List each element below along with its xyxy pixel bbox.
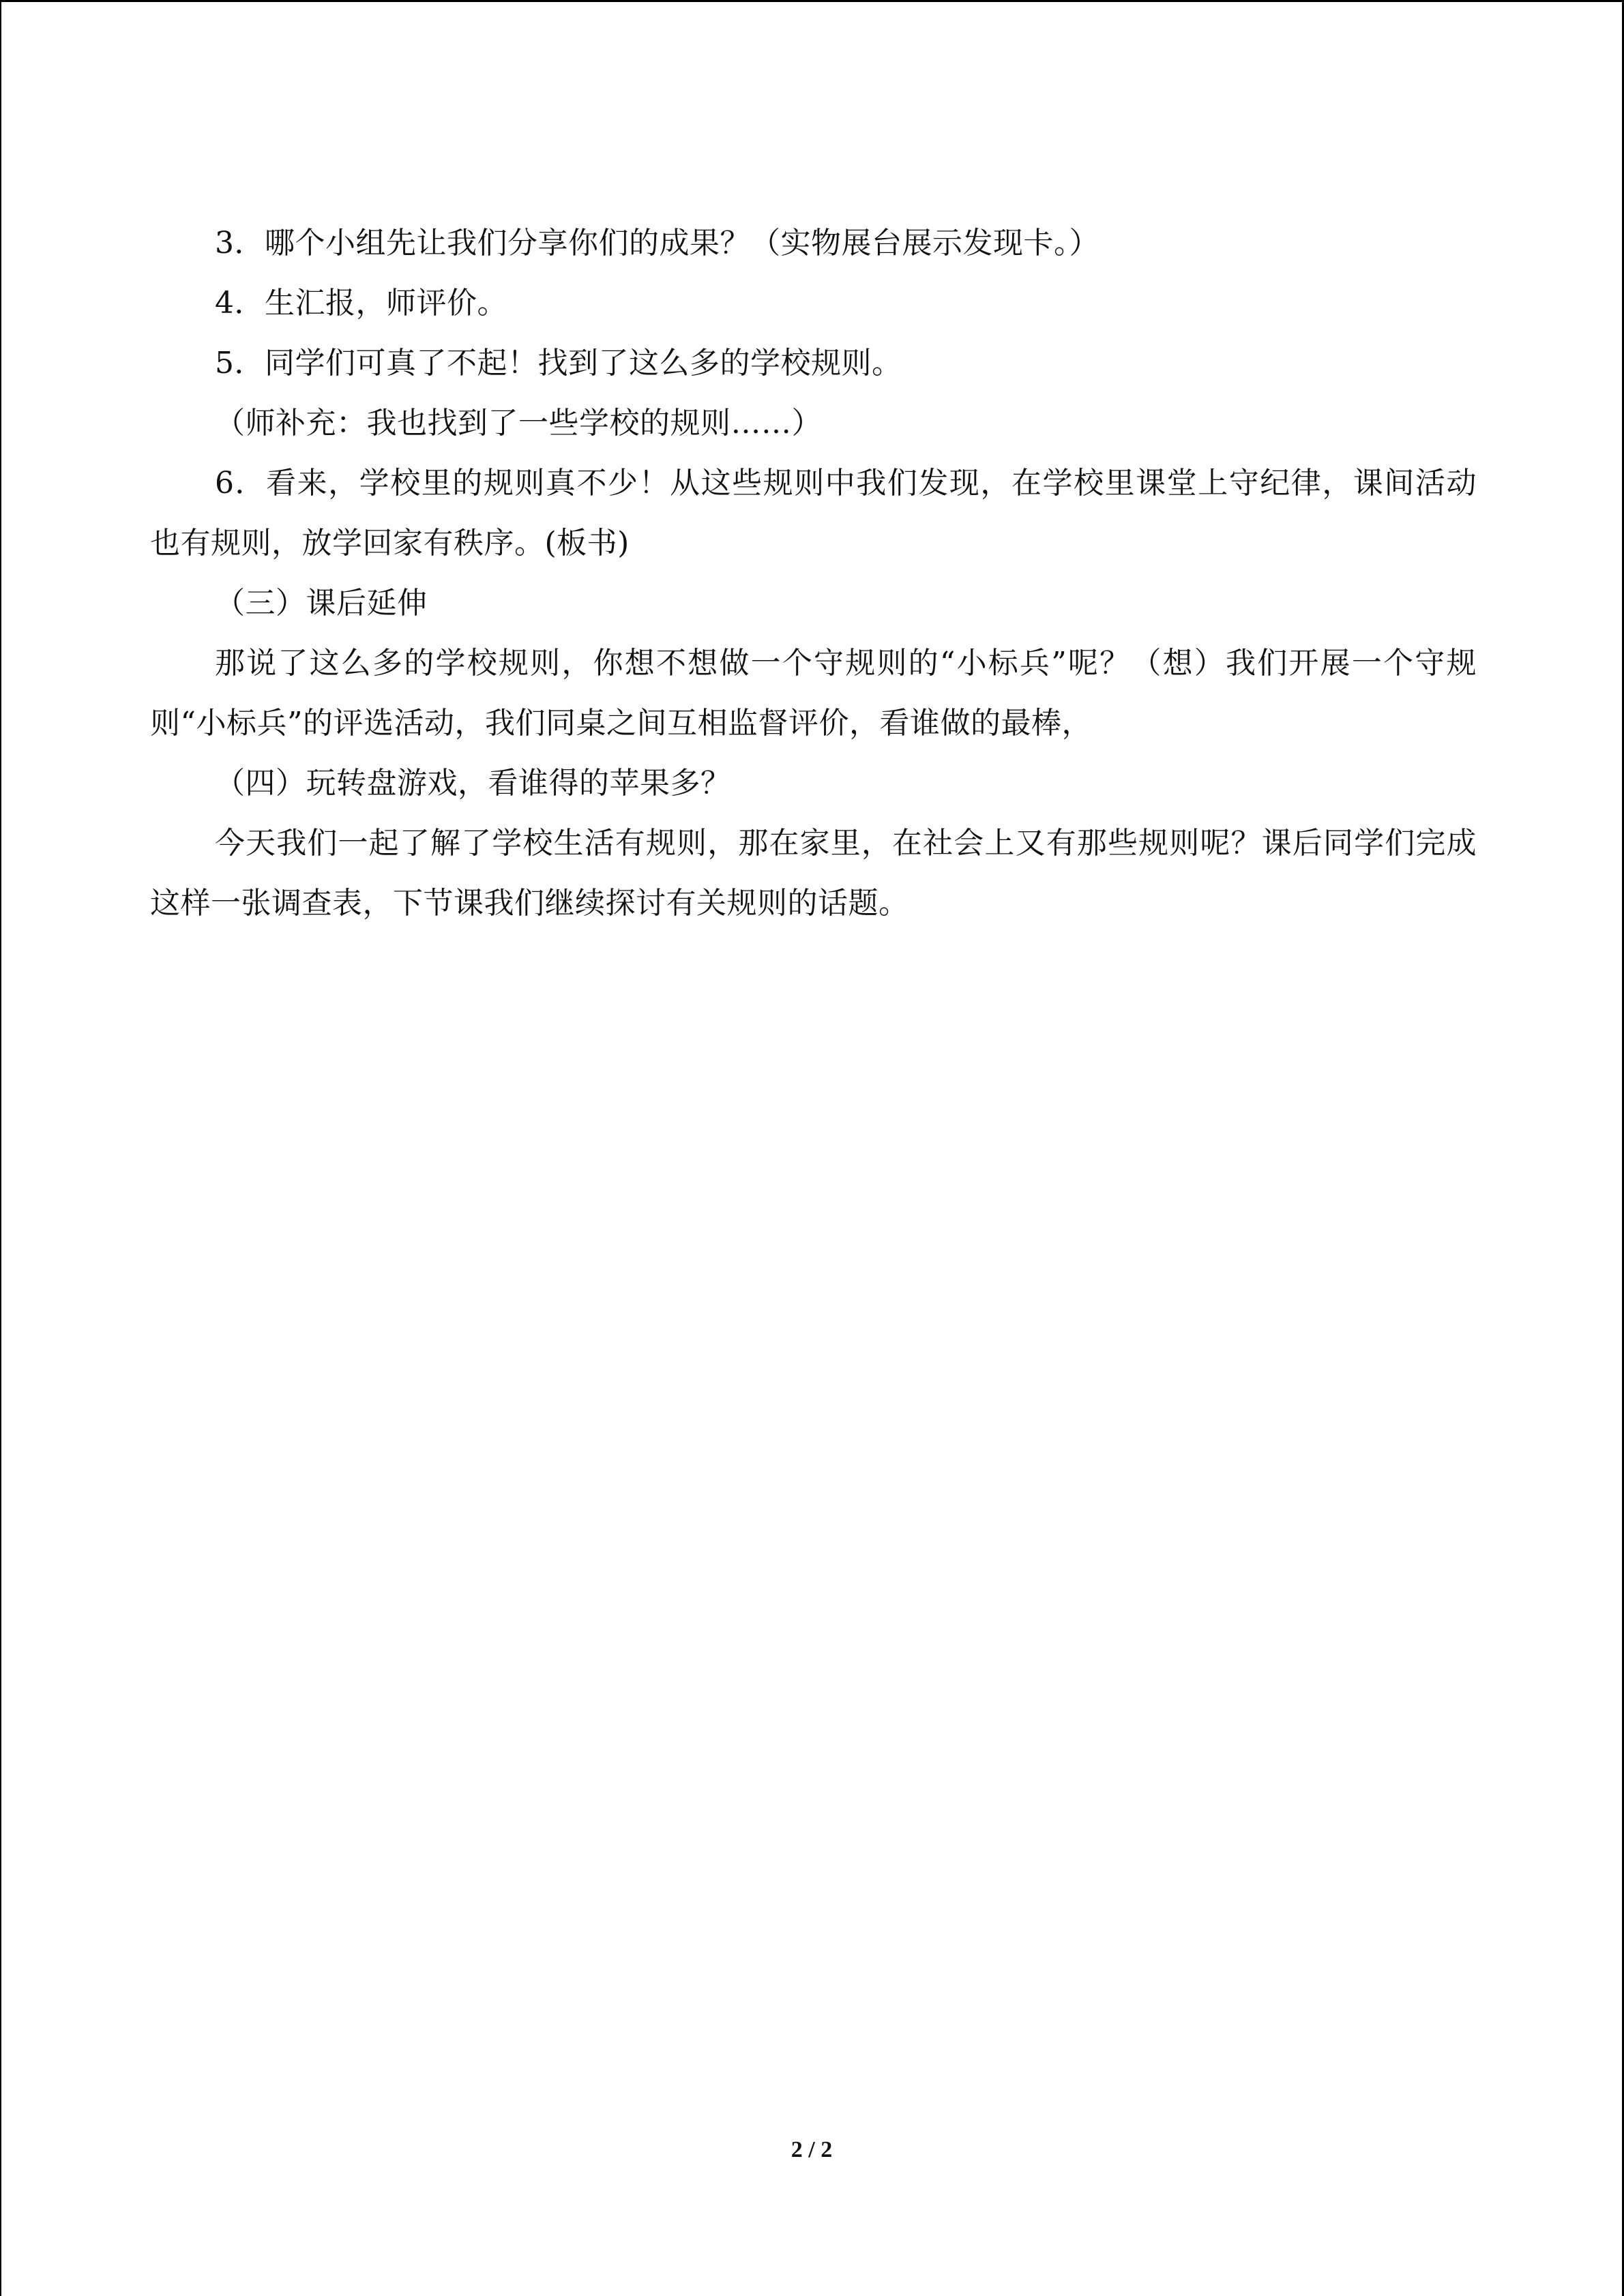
document-body (150, 213, 1477, 934)
paragraph-rule-model-activity: 那说了这么多的学校规则，你想不想做一个守规则的“小标兵”呢？（想）我们开展一个守规则“小标兵”的评选活动，我们同桌之间互相监督评价，看谁做的最棒， (150, 646, 1477, 741)
section-heading-extension: （三）课后延伸 (215, 586, 428, 621)
paragraph-step-4: 4．生汇报，师评价。 (215, 286, 507, 320)
paragraph-step-3: 3．哪个小组先让我们分享你们的成果？（实物展台展示发现卡。） (215, 226, 1099, 260)
paragraph-step-6: 6．看来，学校里的规则真不少！从这些规则中我们发现，在学校里课堂上守纪律，课间活动也有规则，放学回家有秩序。(板书) (150, 466, 1477, 561)
page-number: 2 / 2 (791, 2137, 833, 2162)
paragraph-step-5: 5．同学们可真了不起！找到了这么多的学校规则。 (215, 346, 902, 381)
section-heading-spinner-game: （四）玩转盘游戏，看谁得的苹果多？ (215, 766, 731, 801)
paragraph-closing: 今天我们一起了解了学校生活有规则，那在家里，在社会上又有那些规则呢？课后同学们完成这样一张调查表，下节课我们继续探讨有关规则的话题。 (150, 826, 1477, 921)
paragraph-teacher-supplement: （师补充：我也找到了一些学校的规则……） (215, 406, 822, 441)
